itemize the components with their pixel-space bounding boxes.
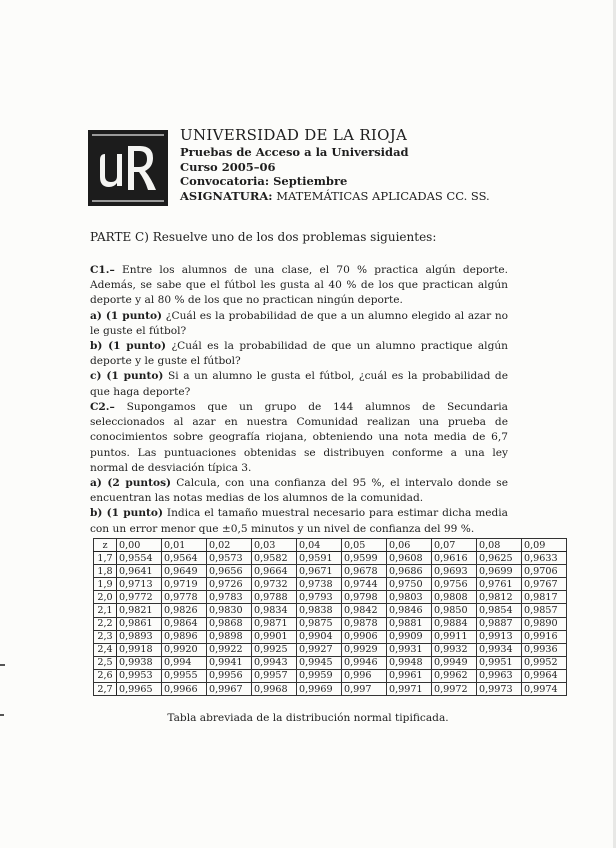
table-cell: 0,9850 — [432, 604, 477, 617]
problem-statement: Entre los alumnos de una clase, el 70 % practica algún deporte. Además, se sabe que el fútbol les gusta al 40 % de los que practican algún deporte y al 80 % de los que no practican ningún deporte. — [90, 264, 508, 307]
table-cell: 0,9918 — [117, 643, 162, 656]
table-cell: 0,9884 — [432, 617, 477, 630]
table-cell: 0,9656 — [207, 565, 252, 578]
question-a — [90, 309, 508, 339]
table-cell: 0,9808 — [432, 591, 477, 604]
convocatoria: Convocatoria: Septiembre — [180, 174, 348, 189]
question-text: Indica el tamaño muestral necesario para estimar dicha media con un error menor que ±0,5 minutos y un nivel de confianza del 99 %. — [90, 507, 508, 535]
table-cell: 0,9678 — [342, 565, 387, 578]
table-cell: 0,997 — [342, 683, 387, 696]
problem-c2 — [90, 400, 508, 537]
table-cell: 0,9591 — [297, 552, 342, 565]
row-z-value: 2,5 — [94, 656, 117, 669]
question-b — [90, 506, 508, 536]
table-cell: 0,9946 — [342, 656, 387, 669]
table-cell: 0,9738 — [297, 578, 342, 591]
table-row — [94, 656, 567, 669]
table-cell: 0,9633 — [522, 552, 567, 565]
table-cell: 0,9783 — [207, 591, 252, 604]
table-cell: 0,9878 — [342, 617, 387, 630]
table-cell: 0,9965 — [117, 683, 162, 696]
question-label: b) (1 punto) — [90, 340, 167, 353]
question-label: b) (1 punto) — [90, 507, 164, 520]
table-cell: 0,9664 — [252, 565, 297, 578]
table-cell: 0,9788 — [252, 591, 297, 604]
table-cell: 0,9938 — [117, 656, 162, 669]
problem-statement: Supongamos que un grupo de 144 alumnos de Secundaria seleccionados al azar en nuestra Comunidad realizan una prueba de conocimientos sobre geografía riojana, obteniendo una nota media de 6,7 puntos. Las puntuaciones obtenidas se distribuyen conforme a una ley normal de desviación típica 3. — [90, 401, 509, 474]
table-body — [94, 552, 567, 696]
table-cell: 0,9573 — [207, 552, 252, 565]
table-cell: 0,9920 — [162, 643, 207, 656]
table-cell: 0,9966 — [162, 683, 207, 696]
table-cell: 0,994 — [162, 656, 207, 669]
table-cell: 0,9922 — [207, 643, 252, 656]
table-cell: 0,9726 — [207, 578, 252, 591]
table-cell: 0,9649 — [162, 565, 207, 578]
question-text: Calcula, con una confianza del 95 %, el intervalo donde se encuentran las notas medias de los alumnos de la comunidad. — [90, 477, 508, 505]
table-row — [94, 578, 567, 591]
table-row — [94, 669, 567, 682]
table-cell: 0,9887 — [477, 617, 522, 630]
question-b — [90, 339, 508, 369]
column-header: 0,09 — [522, 539, 567, 552]
table-cell: 0,9817 — [522, 591, 567, 604]
table-cell: 0,9719 — [162, 578, 207, 591]
question-label: a) (1 punto) — [90, 309, 163, 322]
table-caption: Tabla abreviada de la distribución normal tipificada. — [167, 712, 449, 724]
university-name: UNIVERSIDAD DE LA RIOJA — [180, 126, 408, 144]
table-cell: 0,9756 — [432, 578, 477, 591]
table-cell: 0,9864 — [162, 617, 207, 630]
question-text: ¿Cuál es la probabilidad de que a un alumno elegido al azar no le guste el fútbol? — [90, 309, 509, 337]
table-cell: 0,9953 — [117, 669, 162, 682]
table-cell: 0,9952 — [522, 656, 567, 669]
column-header: 0,07 — [432, 539, 477, 552]
table-cell: 0,9842 — [342, 604, 387, 617]
exam-header — [88, 124, 568, 212]
table-cell: 0,9927 — [297, 643, 342, 656]
subject-name: MATEMÁTICAS APLICADAS CC. SS. — [276, 188, 490, 203]
section-heading — [90, 230, 436, 244]
table-cell: 0,9934 — [477, 643, 522, 656]
table-row — [94, 683, 567, 696]
table-cell: 0,9812 — [477, 591, 522, 604]
table-cell: 0,9868 — [207, 617, 252, 630]
exam-type: Pruebas de Acceso a la Universidad — [180, 145, 409, 159]
table-cell: 0,9564 — [162, 552, 207, 565]
table-cell: 0,9898 — [207, 630, 252, 643]
table-cell: 0,9932 — [432, 643, 477, 656]
table-cell: 0,9916 — [522, 630, 567, 643]
course-year: Curso 2005–06 — [180, 159, 276, 174]
column-header: 0,06 — [387, 539, 432, 552]
table-cell: 0,9896 — [162, 630, 207, 643]
table-row — [94, 617, 567, 630]
table-cell: 0,9931 — [387, 643, 432, 656]
problem-label: C2.– — [90, 401, 115, 413]
table-cell: 0,9871 — [252, 617, 297, 630]
table-cell: 0,9969 — [297, 683, 342, 696]
table-cell: 0,9964 — [522, 669, 567, 682]
table-cell: 0,9955 — [162, 669, 207, 682]
subject-label: ASIGNATURA: — [180, 188, 273, 203]
table-cell: 0,9893 — [117, 630, 162, 643]
table-row — [94, 591, 567, 604]
section-label: PARTE C) — [90, 230, 149, 244]
subject-line — [180, 189, 490, 204]
table-cell: 0,9951 — [477, 656, 522, 669]
table-cell: 0,9582 — [252, 552, 297, 565]
table-cell: 0,9641 — [117, 565, 162, 578]
question-label: a) (2 puntos) — [90, 477, 172, 490]
table-cell: 0,9821 — [117, 604, 162, 617]
header-text-block — [180, 126, 490, 203]
university-logo-icon — [88, 130, 168, 206]
row-z-value: 1,9 — [94, 578, 117, 591]
row-z-value: 1,7 — [94, 552, 117, 565]
scan-mark — [0, 664, 5, 666]
table-cell: 0,9854 — [477, 604, 522, 617]
table-cell: 0,9945 — [297, 656, 342, 669]
question-text: Si a un alumno le gusta el fútbol, ¿cuál es la probabilidad de que haga deporte? — [90, 370, 508, 398]
table-cell: 0,9941 — [207, 656, 252, 669]
table-cell: 0,9906 — [342, 630, 387, 643]
table-cell: 0,9973 — [477, 683, 522, 696]
table-cell: 0,9909 — [387, 630, 432, 643]
table-cell: 0,9967 — [207, 683, 252, 696]
table-cell: 0,9959 — [297, 669, 342, 682]
column-header: 0,02 — [207, 539, 252, 552]
table-cell: 0,9957 — [252, 669, 297, 682]
table-cell: 0,9699 — [477, 565, 522, 578]
table-cell: 0,9693 — [432, 565, 477, 578]
row-z-value: 2,3 — [94, 630, 117, 643]
table-cell: 0,9826 — [162, 604, 207, 617]
table-header-row — [94, 539, 567, 552]
table-cell: 0,9963 — [477, 669, 522, 682]
table-cell: 0,9793 — [297, 591, 342, 604]
table-cell: 0,996 — [342, 669, 387, 682]
question-c — [90, 369, 508, 399]
question-text: ¿Cuál es la probabilidad de que un alumno practique algún deporte y le guste el fútbol? — [90, 340, 508, 368]
table-cell: 0,9713 — [117, 578, 162, 591]
table-cell: 0,9761 — [477, 578, 522, 591]
table-cell: 0,9974 — [522, 683, 567, 696]
table-cell: 0,9971 — [387, 683, 432, 696]
table-corner: z — [94, 539, 117, 552]
table-cell: 0,9599 — [342, 552, 387, 565]
row-z-value: 2,4 — [94, 643, 117, 656]
problem-intro — [90, 400, 508, 476]
table-cell: 0,9803 — [387, 591, 432, 604]
table-cell: 0,9911 — [432, 630, 477, 643]
row-z-value: 2,0 — [94, 591, 117, 604]
table-cell: 0,9554 — [117, 552, 162, 565]
table-cell: 0,9671 — [297, 565, 342, 578]
table-cell: 0,9616 — [432, 552, 477, 565]
column-header: 0,03 — [252, 539, 297, 552]
table-cell: 0,9962 — [432, 669, 477, 682]
section-instruction: Resuelve uno de los dos problemas siguientes: — [152, 230, 437, 244]
table-cell: 0,9968 — [252, 683, 297, 696]
table-cell: 0,9948 — [387, 656, 432, 669]
table-cell: 0,9936 — [522, 643, 567, 656]
table-cell: 0,9846 — [387, 604, 432, 617]
table-cell: 0,9890 — [522, 617, 567, 630]
table-cell: 0,9943 — [252, 656, 297, 669]
column-header: 0,08 — [477, 539, 522, 552]
table-cell: 0,9956 — [207, 669, 252, 682]
table-cell: 0,9750 — [387, 578, 432, 591]
column-header: 0,01 — [162, 539, 207, 552]
table-cell: 0,9913 — [477, 630, 522, 643]
table-cell: 0,9798 — [342, 591, 387, 604]
row-z-value: 2,6 — [94, 669, 117, 682]
table-cell: 0,9625 — [477, 552, 522, 565]
table-cell: 0,9772 — [117, 591, 162, 604]
table-cell: 0,9686 — [387, 565, 432, 578]
table-cell: 0,9834 — [252, 604, 297, 617]
table-cell: 0,9778 — [162, 591, 207, 604]
question-label: c) (1 punto) — [90, 370, 164, 383]
table-row — [94, 630, 567, 643]
table-cell: 0,9861 — [117, 617, 162, 630]
table-cell: 0,9732 — [252, 578, 297, 591]
row-z-value: 2,1 — [94, 604, 117, 617]
table-cell: 0,9838 — [297, 604, 342, 617]
table-cell: 0,9972 — [432, 683, 477, 696]
table-row — [94, 565, 567, 578]
normal-distribution-table — [93, 538, 567, 696]
table-cell: 0,9904 — [297, 630, 342, 643]
column-header: 0,00 — [117, 539, 162, 552]
table-row — [94, 643, 567, 656]
table-cell: 0,9767 — [522, 578, 567, 591]
column-header: 0,05 — [342, 539, 387, 552]
row-z-value: 2,2 — [94, 617, 117, 630]
row-z-value: 2,7 — [94, 683, 117, 696]
problem-c1 — [90, 263, 508, 400]
table-cell: 0,9830 — [207, 604, 252, 617]
table-cell: 0,9744 — [342, 578, 387, 591]
problem-intro — [90, 263, 508, 309]
table-cell: 0,9901 — [252, 630, 297, 643]
table-cell: 0,9925 — [252, 643, 297, 656]
table-cell: 0,9881 — [387, 617, 432, 630]
problem-label: C1.– — [90, 264, 115, 276]
row-z-value: 1,8 — [94, 565, 117, 578]
table-cell: 0,9706 — [522, 565, 567, 578]
question-a — [90, 476, 508, 506]
table-cell: 0,9929 — [342, 643, 387, 656]
table-cell: 0,9875 — [297, 617, 342, 630]
table-cell: 0,9857 — [522, 604, 567, 617]
table-cell: 0,9949 — [432, 656, 477, 669]
column-header: 0,04 — [297, 539, 342, 552]
table-cell: 0,9608 — [387, 552, 432, 565]
table-row — [94, 604, 567, 617]
table-cell: 0,9961 — [387, 669, 432, 682]
table-row — [94, 552, 567, 565]
